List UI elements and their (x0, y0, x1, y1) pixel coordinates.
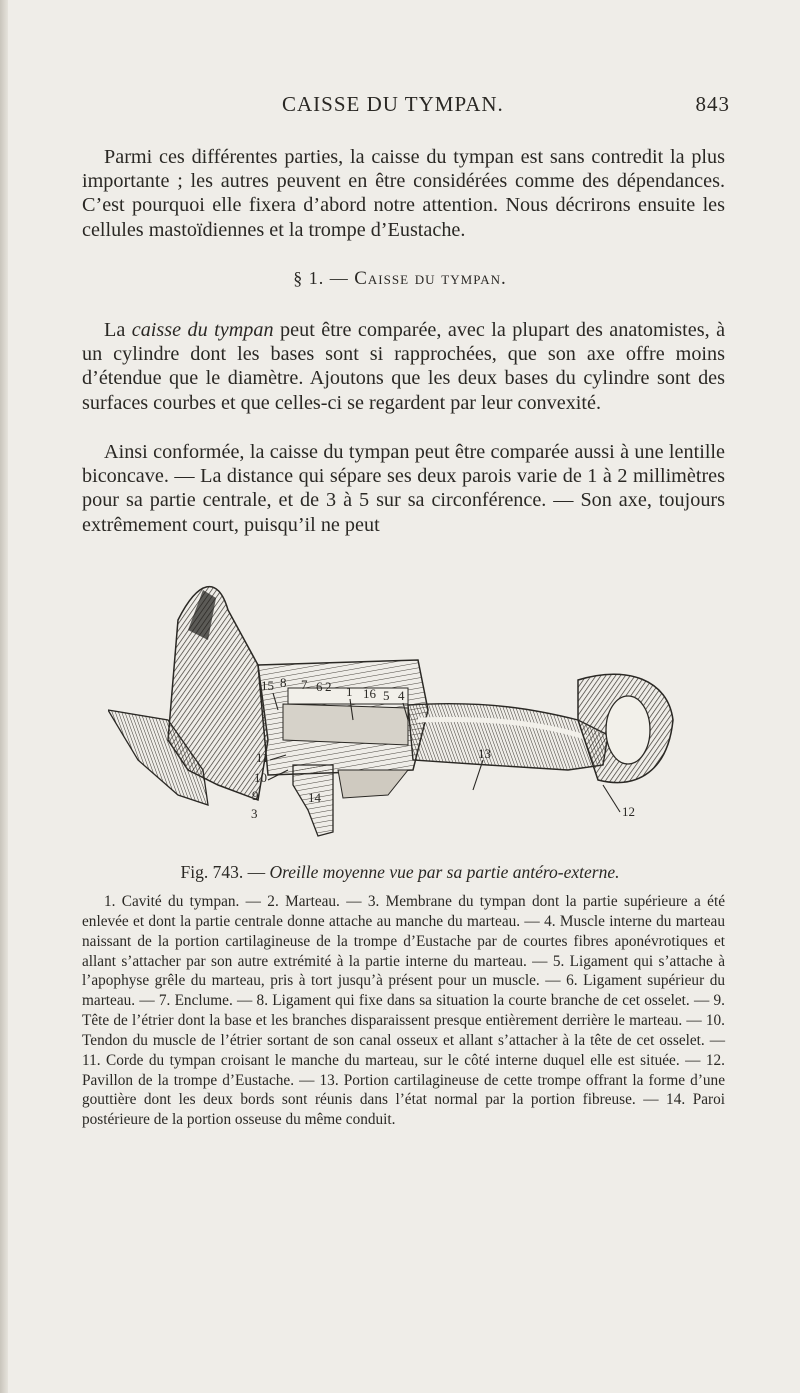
paragraph-lens: Ainsi conformée, la caisse du tympan peut être comparée aussi à une lentille biconcave. — La distance qui sépare ses deux parois varie de 1 à 2 millimètres pour sa partie centrale, et de 3 à 5 sur sa circonférence. — Son axe, toujours extrêmement court, puisqu’il ne peut (82, 441, 725, 536)
figure-label-7: 7 (301, 677, 308, 692)
paragraph-cylinder (82, 318, 725, 415)
figure-ear-engraving (108, 570, 678, 838)
section-number: § 1. — (293, 268, 349, 288)
figure-label-2: 2 (325, 679, 332, 694)
figure-caption-number: Fig. 743. — (180, 862, 266, 882)
figure-label-10: 10 (254, 770, 267, 785)
paragraph-cylinder-start: La (104, 319, 126, 341)
page-number: 843 (695, 92, 730, 116)
section-title: Caisse du tympan. (354, 268, 507, 289)
term-caisse-du-tympan: caisse du tympan (131, 319, 274, 341)
figure-label-1: 1 (346, 684, 353, 699)
figure-label-6: 6 (316, 679, 323, 694)
figure-label-15: 15 (261, 678, 274, 693)
figure-label-5: 5 (383, 688, 390, 703)
figure-caption-title: Oreille moyenne vue par sa partie antéro-externe. (269, 862, 620, 882)
section-heading (0, 268, 800, 290)
running-title: CAISSE DU TYMPAN. (282, 92, 504, 116)
figure-label-12: 12 (622, 804, 635, 819)
paragraph-intro: Parmi ces différentes parties, la caisse du tympan est sans contredit la plus importante ; les autres peuvent en être considérées comme des dépendances. C’est pourquoi elle fixera d’abord notre attention. Nous décrirons ensuite les cellules mastoïdiennes et la trompe d’Eustache. (82, 146, 725, 241)
figure-label-13: 13 (478, 746, 491, 761)
figure-label-8: 8 (280, 675, 287, 690)
figure-label-4: 4 (398, 688, 405, 703)
figure-label-11: 11 (256, 750, 269, 765)
figure-label-3: 3 (251, 806, 258, 821)
figure-label-9: 9 (252, 788, 259, 803)
figure-label-16: 16 (363, 686, 376, 701)
figure-legend: 1. Cavité du tympan. — 2. Marteau. — 3. Membrane du tympan dont la partie supérieure a été enlevée et dont la partie centrale donne attache au manche du marteau. — 4. Muscle interne du marteau naissant de la portion cartilagineuse de la trompe d’Eustache par de courtes fibres aponévrotiques et allant s’attacher par son autre extrémité à la partie interne du marteau. — 5. Ligament qui s’attache à l’apophyse grêle du marteau, pris à tort jusqu’à présent pour un muscle. — 6. Ligament supérieur du marteau. — 7. Enclume. — 8. Ligament qui fixe dans sa situation la courte branche de cet osselet. — 9. Tête de l’étrier dont la base et les branches disparaissent presque entièrement derrière le marteau. — 10. Tendon du muscle de l’étrier sortant de son canal osseux et allant s’attacher à la tête de cet osselet. — 11. Corde du tympan croisant le manche du marteau, sur le côté interne duquel elle est située. — 12. Pavillon de la trompe d’Eustache. — 13. Portion cartilagineuse de cette trompe offrant la forme d’une gouttière dont les deux bords sont réunis dans l’état normal par la portion fibreuse. — 14. Paroi postérieure de la portion osseuse du même conduit. (82, 893, 725, 1129)
figure-caption (0, 862, 800, 883)
paragraph-cylinder-rest: peut être comparée, avec la plupart des anatomistes, à un cylindre dont les bases sont si rapprochées, que son axe offre moins d’étendue que le diamètre. Ajoutons que les deux bases du cylindre sont des surfaces courbes et que celles-ci se regardent par leur convexité. (82, 319, 726, 414)
figure-label-14: 14 (308, 790, 321, 805)
